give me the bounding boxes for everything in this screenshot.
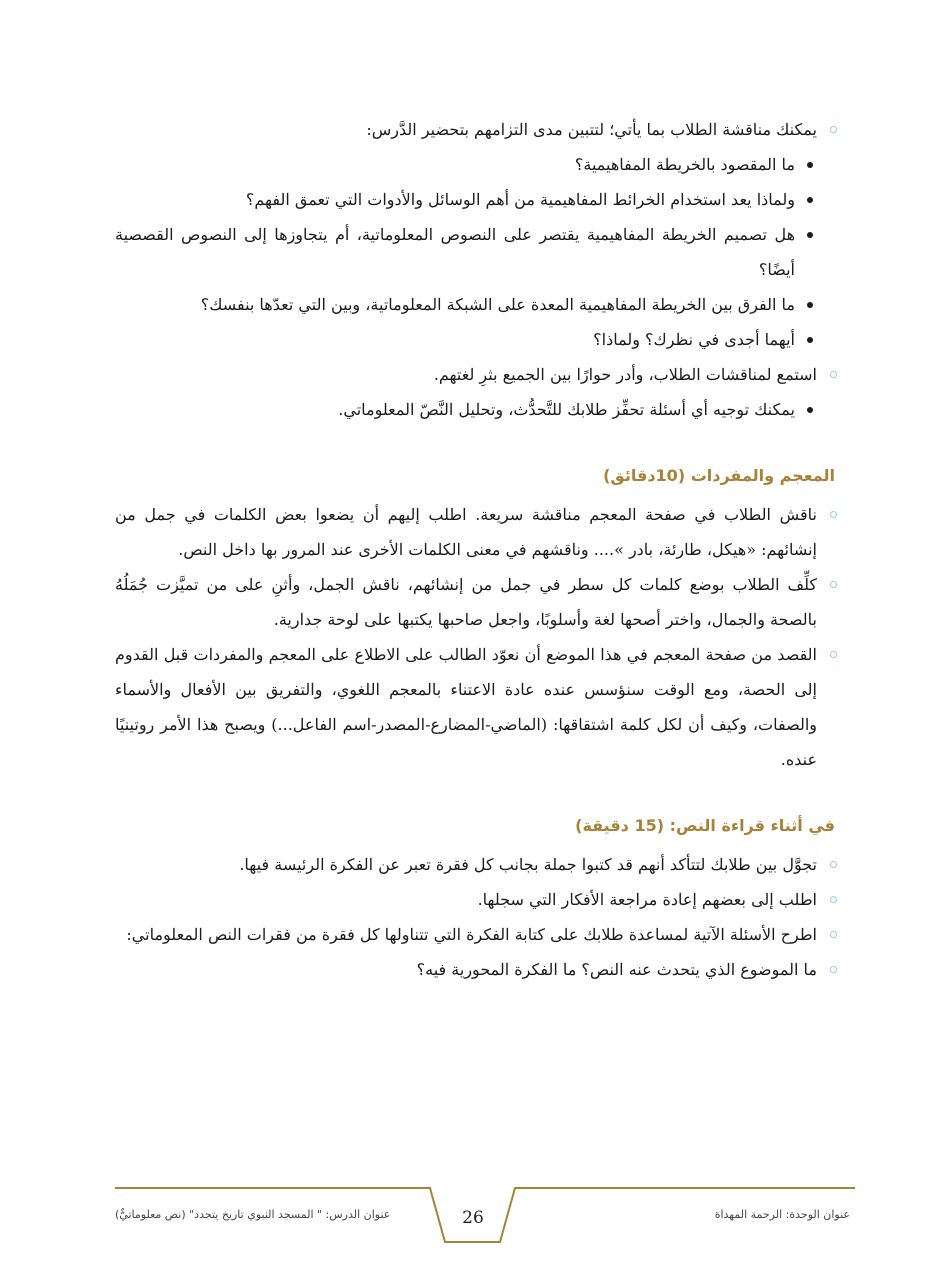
sub-list-item: ما المقصود بالخريطة المفاهيمية؟	[115, 147, 835, 182]
sub-list-item: ما الفرق بين الخريطة المفاهيمية المعدة على الشبكة المعلوماتية، وبين التي تعدّها بنفسك؟	[115, 287, 835, 322]
footer-unit-title: عنوان الوحدة: الرحمة المهداة	[714, 1208, 850, 1221]
footer-lesson-title: عنوان الدرس: " المسجد النبوي تاريخ يتجدد" (نص معلوماتيٌّ)	[115, 1208, 391, 1221]
list-item: ناقش الطلاب في صفحة المعجم مناقشة سريعة. اطلب إليهم أن يضعوا بعض الكلمات في جمل من إنشائهم: «هيكل، طارئة، بادر ».... وناقشهم في معنى الكلمات الأخرى عند المرور بها داخل النص.	[115, 497, 835, 567]
section-title-reading: في أثناء قراءة النص: (15 دقيقة)	[575, 816, 835, 835]
list-item: يمكنك مناقشة الطلاب بما يأتي؛ لتتبين مدى التزامهم بتحضير الدَّرس:	[115, 112, 835, 147]
list-item: ما الموضوع الذي يتحدث عنه النص؟ ما الفكرة المحورية فيه؟	[115, 952, 835, 987]
sub-list-item: أيهما أجدى في نظرك؟ ولماذا؟	[115, 322, 835, 357]
sub-list-item: يمكنك توجيه أي أسئلة تحفِّز طلابك للتَّحدُّث، وتحليل النَّصّ المعلوماتي.	[115, 392, 835, 427]
page-number: 26	[462, 1208, 484, 1228]
list-item: اطرح الأسئلة الآتية لمساعدة طلابك على كتابة الفكرة التي تتناولها كل فقرة من فقرات النص المعلوماتي:	[115, 917, 835, 952]
sub-list-item: هل تصميم الخريطة المفاهيمية يقتصر على النصوص المعلوماتية، أم يتجاوزها إلى النصوص القصصية أيضًا؟	[115, 217, 835, 287]
list-item: كلِّف الطلاب بوضع كلمات كل سطر في جمل من إنشائهم، ناقش الجمل، وأثنِ على من تميَّزت جُمَلُهُ بالصحة والجمال، واختر أصحها لغة وأسلوبًا، واجعل صاحبها يكتبها على لوحة جدارية.	[115, 567, 835, 637]
list-item: تجوَّل بين طلابك لتتأكد أنهم قد كتبوا جملة بجانب كل فقرة تعبر عن الفكرة الرئيسة فيها.	[115, 847, 835, 882]
list-item: القصد من صفحة المعجم في هذا الموضع أن نعوّد الطالب على الاطلاع على المعجم والمفردات قبل القدوم إلى الحصة، ومع الوقت سنؤسس عنده عادة الاعتناء بالمعجم اللغوي، والتفريق بين الأفعال والأسماء والصفات، وكيف أن لكل كلمة اشتقاقها: (الماضي-المضارع-المصدر-اسم الفاعل...) ويصبح هذا الأمر روتينيًا عنده.	[115, 637, 835, 777]
list-item: اطلب إلى بعضهم إعادة مراجعة الأفكار التي سجلها.	[115, 882, 835, 917]
section-title-vocabulary: المعجم والمفردات (10دقائق)	[603, 466, 835, 485]
list-item: استمع لمناقشات الطلاب، وأدر حوارًا بين الجميع بثرِ لغتهم.	[115, 357, 835, 392]
sub-list-item: ولماذا يعد استخدام الخرائط المفاهيمية من أهم الوسائل والأدوات التي تعمق الفهم؟	[115, 182, 835, 217]
